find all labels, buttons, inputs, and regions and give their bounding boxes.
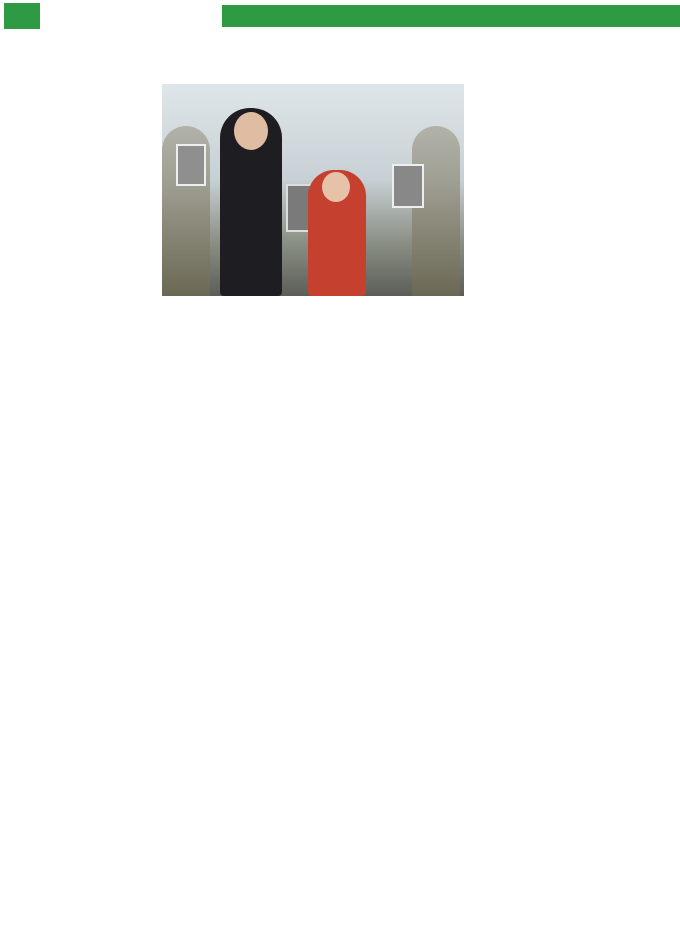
page-header [0,0,680,32]
photo-portrait [176,144,206,186]
photo-portrait [392,164,424,208]
photo-woman-face [234,112,268,150]
header-slogan [222,5,680,27]
article1-column-2 [164,300,308,488]
article1-column-3 [314,300,464,488]
page-number [4,3,40,29]
article1-column-1 [6,212,158,488]
photo-child-face [322,172,350,202]
article1-photo [162,84,464,296]
photo-tree [412,126,460,296]
